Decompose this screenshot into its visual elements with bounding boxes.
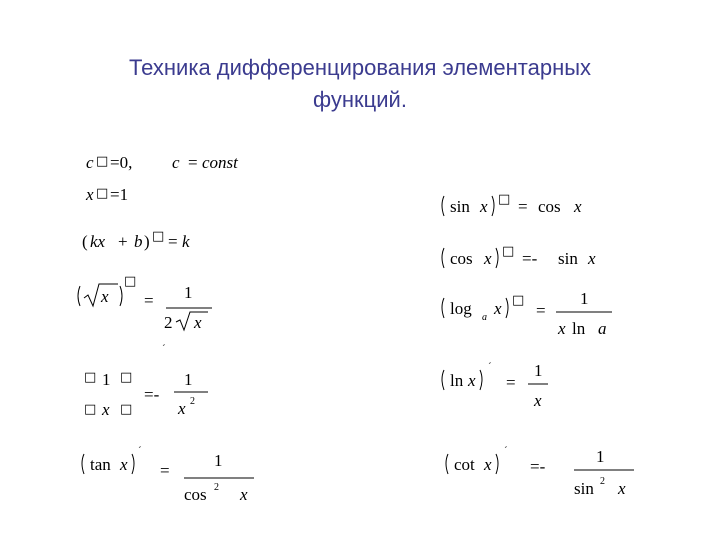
formula-text: c xyxy=(86,153,94,172)
paren-open xyxy=(442,370,444,390)
formula-text: x xyxy=(86,185,94,204)
fraction-numerator: 1 xyxy=(184,283,193,302)
formula-text: + xyxy=(118,232,128,251)
paren-close xyxy=(132,454,134,474)
paren-close xyxy=(492,196,494,216)
paren-open: ( xyxy=(82,232,88,251)
fraction-denominator: x xyxy=(178,399,186,418)
prime-box-glyph: □ xyxy=(512,293,525,308)
fraction-denominator: a xyxy=(598,319,607,338)
bracket-box-glyph: □ xyxy=(120,402,133,417)
fraction-denominator: cos xyxy=(184,485,207,504)
fraction-numerator: 1 xyxy=(596,447,605,466)
formula-text: = xyxy=(188,153,198,172)
fraction-numerator: 1 xyxy=(534,361,543,380)
formula-linear xyxy=(82,226,242,258)
formula-tan xyxy=(80,446,280,510)
prime-box-glyph: □ xyxy=(96,154,109,169)
formula-cot xyxy=(440,440,650,506)
fraction-denominator: x xyxy=(102,400,110,419)
formula-text: log xyxy=(450,299,472,318)
formula-text: const xyxy=(202,153,238,172)
formula-text: x xyxy=(484,249,492,268)
formula-log xyxy=(440,284,630,344)
formula-text: tan xyxy=(90,455,111,474)
paren-open xyxy=(442,248,444,268)
prime-box-glyph: □ xyxy=(124,274,137,289)
formula-text: =- xyxy=(530,457,546,476)
formula-sin xyxy=(440,192,620,222)
paren-open xyxy=(446,454,448,474)
formula-text: =- xyxy=(144,385,160,404)
bracket-box-glyph: □ xyxy=(84,402,97,417)
formula-text: = xyxy=(518,197,528,216)
fraction-denominator: x xyxy=(194,313,202,332)
formula-sqrt xyxy=(80,276,230,342)
slide-title xyxy=(0,52,720,116)
prime-box-glyph: □ xyxy=(152,229,165,244)
paren-close xyxy=(496,248,498,268)
fraction-numerator: 1 xyxy=(102,370,111,389)
prime-mark: ´ xyxy=(138,445,142,457)
log-base: a xyxy=(482,312,487,323)
formula-text: x xyxy=(480,197,488,216)
formula-text: = xyxy=(160,461,170,480)
formula-text: x xyxy=(494,299,502,318)
formula-text: kx xyxy=(90,232,106,251)
fraction-denominator: 2 xyxy=(164,313,173,332)
sqrt-sign xyxy=(176,312,208,330)
formula-text: sin xyxy=(558,249,578,268)
formula-text: = xyxy=(536,301,546,320)
formula-text: cot xyxy=(454,455,475,474)
fraction-denominator: x xyxy=(240,485,248,504)
prime-mark: ´ xyxy=(504,445,508,457)
formula-text: x xyxy=(574,197,582,216)
prime-mark: ´ xyxy=(162,343,166,355)
formula-text: cos xyxy=(538,197,561,216)
exponent: 2 xyxy=(190,396,195,407)
formula-identity xyxy=(82,180,182,208)
formula-text: =1 xyxy=(110,185,129,204)
fraction-numerator: 1 xyxy=(184,370,193,389)
fraction-denominator: sin xyxy=(574,479,594,498)
paren-close xyxy=(506,298,508,318)
title-line-2: функций. xyxy=(313,87,407,112)
paren-close xyxy=(496,454,498,474)
formula-ln xyxy=(440,356,580,416)
formula-cos xyxy=(440,244,620,274)
formula-text: = xyxy=(506,373,516,392)
formula-text: x xyxy=(120,455,128,474)
paren-open xyxy=(78,286,80,306)
formula-text: cos xyxy=(450,249,473,268)
formula-text: = xyxy=(144,291,154,310)
formula-text: c xyxy=(172,153,180,172)
exponent: 2 xyxy=(600,476,605,487)
formula-text: x xyxy=(101,287,109,306)
formula-text: k xyxy=(182,232,190,251)
formula-reciprocal xyxy=(84,340,234,422)
formula-text: =0, xyxy=(110,153,133,172)
bracket-box-glyph: □ xyxy=(120,370,133,385)
title-line-1: Техника дифференцирования элементарных xyxy=(128,55,592,80)
exponent: 2 xyxy=(214,482,219,493)
fraction-denominator: x xyxy=(534,391,542,410)
bracket-box-glyph: □ xyxy=(84,370,97,385)
prime-box-glyph: □ xyxy=(502,244,515,259)
paren-open xyxy=(442,196,444,216)
formula-text: x xyxy=(468,371,476,390)
fraction-numerator: 1 xyxy=(580,289,589,308)
prime-box-glyph: □ xyxy=(96,186,109,201)
prime-mark: ´ xyxy=(488,361,492,373)
fraction-numerator: 1 xyxy=(214,451,223,470)
paren-open xyxy=(82,454,84,474)
fraction-denominator: ln xyxy=(572,319,586,338)
formula-text: b xyxy=(134,232,143,251)
formula-text: =- xyxy=(522,249,538,268)
paren-open xyxy=(442,298,444,318)
formula-text: x xyxy=(588,249,596,268)
fraction-denominator: x xyxy=(558,319,566,338)
fraction-denominator: x xyxy=(618,479,626,498)
formula-text: ln xyxy=(450,371,464,390)
paren-close xyxy=(120,286,122,306)
formula-text: = xyxy=(168,232,178,251)
formula-constant xyxy=(82,148,282,176)
formula-text: x xyxy=(484,455,492,474)
paren-close: ) xyxy=(144,232,150,251)
prime-box-glyph: □ xyxy=(498,192,511,207)
formula-text: sin xyxy=(450,197,470,216)
paren-close xyxy=(480,370,482,390)
